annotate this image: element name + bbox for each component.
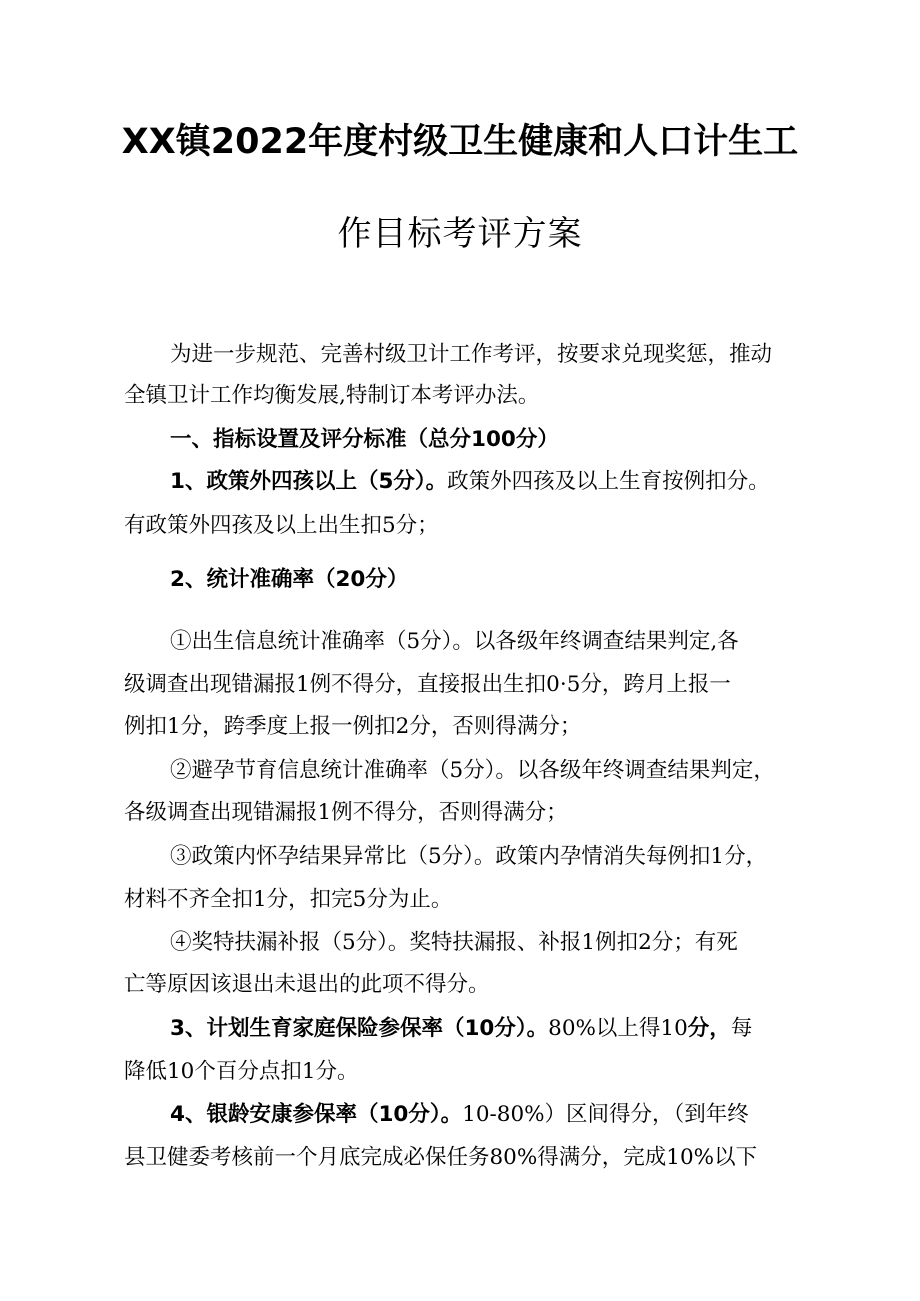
- sub-item-4-line-2: 亡等原因该退出未退出的此项不得分。: [124, 972, 490, 997]
- intro-paragraph-line-1: 为进一步规范、完善村级卫计工作考评，按要求兑现奖惩，推动: [170, 342, 773, 367]
- sub-item-3-line-2: 材料不齐全扣1分，扣完5分为止。: [124, 887, 453, 912]
- section-1-heading: 一、指标设置及评分标准（总分100分）: [170, 427, 559, 452]
- sub-item-3-line-1: ③政策内怀孕结果异常比（5分）。政策内孕情消失每例扣1分，: [170, 844, 768, 869]
- sub-item-1-line-2: 级调查出现错漏报1例不得分，直接报出生扣0·5分，跨月上报一: [124, 672, 731, 697]
- item-1-line-1: [170, 467, 814, 497]
- item-1-title: 1、政策外四孩以上（5分）。: [170, 469, 448, 494]
- item-3-text-bold: 分，: [687, 1016, 731, 1041]
- item-1-line-2: 有政策外四孩及以上出生扣5分；: [124, 513, 439, 538]
- sub-item-4-line-1: ④奖特扶漏补报（5分）。奖特扶漏报、补报1例扣2分；有死: [170, 930, 738, 955]
- sub-item-2-line-2: 各级调查出现错漏报1例不得分，否则得满分；: [124, 800, 568, 825]
- item-3-line-2: 降低10个百分点扣1分。: [124, 1059, 359, 1084]
- sub-item-2-line-1: ②避孕节育信息统计准确率（5分）。以各级年终调查结果判定，: [170, 758, 775, 783]
- item-4-line-1: [170, 1100, 814, 1130]
- sub-item-1-line-1: ①出生信息统计准确率（5分）。以各级年终调查结果判定,各: [170, 629, 739, 654]
- item-3-text-a: 80%以上得10: [548, 1016, 688, 1041]
- item-3-title: 3、计划生育家庭保险参保率（10分）。: [170, 1016, 549, 1041]
- item-3-text-b: 每: [730, 1016, 753, 1041]
- item-2-title: 2、统计准确率（20分）: [170, 567, 409, 592]
- sub-item-1-line-3: 例扣1分，跨季度上报一例扣2分，否则得满分；: [124, 714, 582, 739]
- document-title-line-2: 作目标考评方案: [337, 214, 583, 254]
- intro-paragraph-line-2: 全镇卫计工作均衡发展,特制订本考评办法。: [124, 383, 540, 408]
- item-4-title: 4、银龄安康参保率（10分）。: [170, 1102, 463, 1127]
- item-3-line-1: [170, 1014, 814, 1044]
- item-1-text: 政策外四孩及以上生育按例扣分。: [447, 469, 770, 494]
- item-4-line-2: 县卫健委考核前一个月底完成必保任务80%得满分，完成10%以下: [124, 1145, 758, 1170]
- item-4-text-a: 10-80%）区间得分，（到年终: [462, 1102, 749, 1127]
- document-title-line-1: XX镇2022年度村级卫生健康和人口计生工: [121, 122, 799, 162]
